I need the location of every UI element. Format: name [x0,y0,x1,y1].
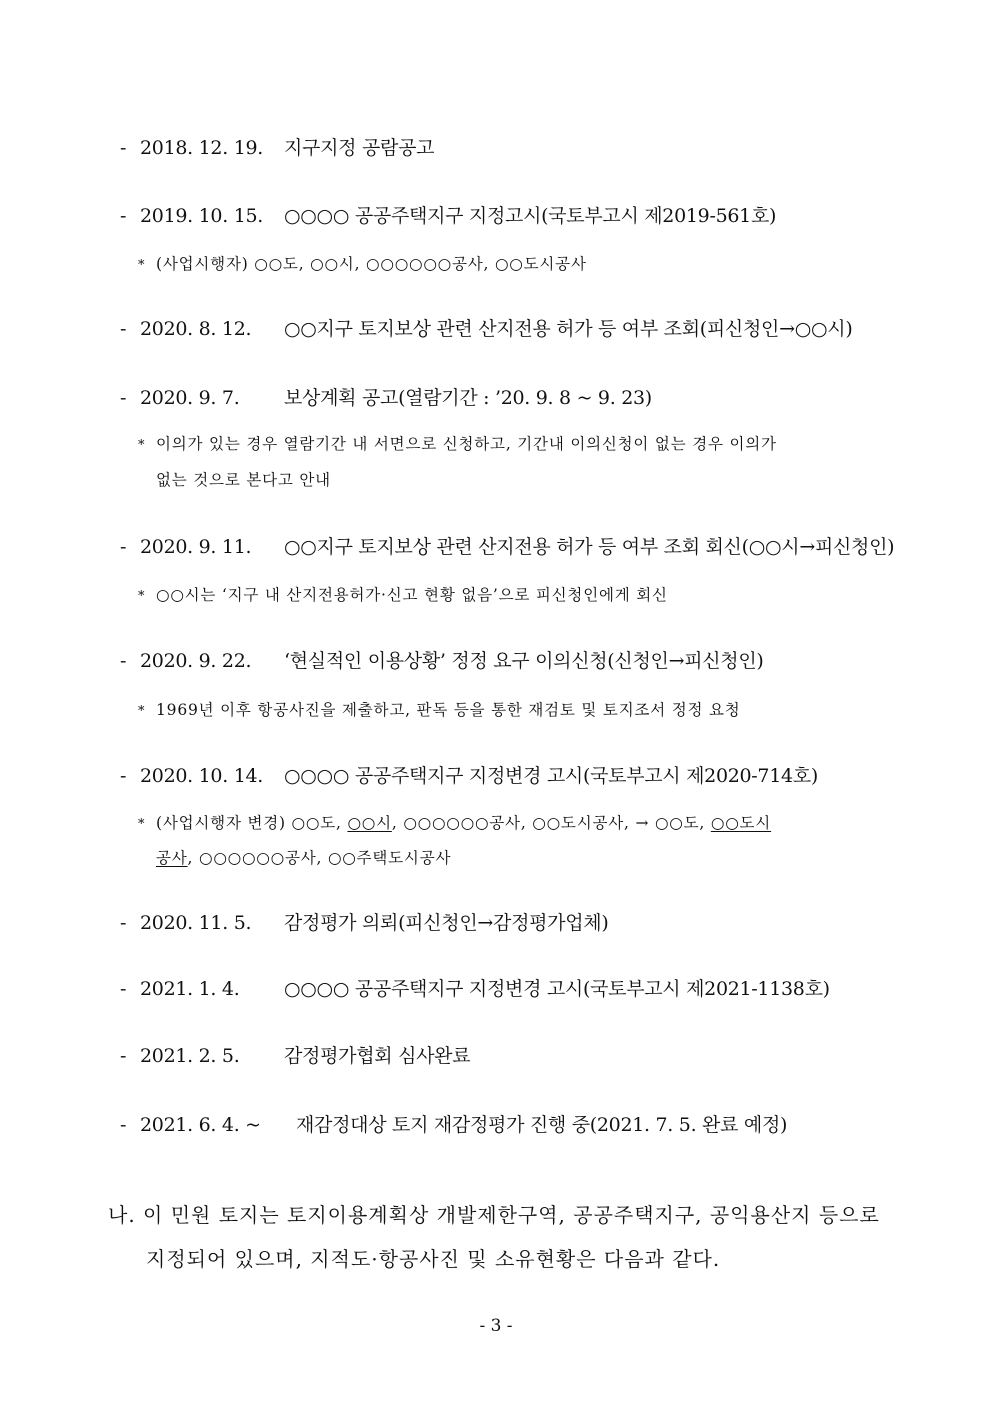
entry-note-continued [156,846,898,870]
entry-text: 감정평가 의뢰(피신청인→감정평가업체) [284,912,609,934]
note-text: 이의가 있는 경우 열람기간 내 서면으로 신청하고, 기간내 이의신청이 없는 경우 이의가 [156,435,777,453]
entry-text: ○○지구 토지보상 관련 산지전용 허가 등 여부 조회 회신(○○시→피신청인) [284,536,895,558]
note-text: 없는 것으로 본다고 안내 [156,471,331,489]
entry-date: 2020. 11. 5. [140,912,252,934]
entry-note [138,252,898,278]
section-paragraph-continued [146,1245,902,1273]
section-paragraph [108,1201,902,1229]
entry-text: 재감정대상 토지 재감정평가 진행 중(2021. 7. 5. 완료 예정) [296,1114,788,1136]
note-underlined-text: ○○시 [347,814,392,832]
entry-text: ○○○○ 공공주택지구 지정변경 고시(국토부고시 제2020-714호) [284,765,818,787]
entry-date: 2020. 9. 11. [140,536,252,558]
entry-dash: - [120,650,127,672]
entry-note [138,583,898,609]
entry-note [138,811,898,837]
page-number: - 3 - [479,1316,513,1336]
entry-date: 2021. 2. 5. [140,1045,240,1067]
entry-text: ○○○○ 공공주택지구 지정변경 고시(국토부고시 제2021-1138호) [284,978,830,1000]
entry-dash: - [120,536,127,558]
note-text: 1969년 이후 항공사진을 제출하고, 판독 등을 통한 재검토 및 토지조서 정정 요청 [156,701,741,719]
entry-dash: - [120,1114,127,1136]
entry-date: 2020. 9. 22. [140,650,252,672]
note-asterisk: * [138,704,146,719]
entry-text: ○○지구 토지보상 관련 산지전용 허가 등 여부 조회(피신청인→○○시) [284,318,853,340]
entry-text: 감정평가협회 심사완료 [284,1045,471,1067]
timeline-entry [120,649,902,673]
note-asterisk: * [138,589,146,604]
section-text: 나. 이 민원 토지는 토지이용계획상 개발제한구역, 공공주택지구, 공익용산지 등으로 [108,1203,880,1227]
entry-note [138,432,898,458]
entry-date: 2021. 1. 4. [140,978,240,1000]
section-text: 지정되어 있으며, 지적도·항공사진 및 소유현황은 다음과 같다. [146,1247,721,1271]
entry-note [138,698,898,724]
entry-dash: - [120,978,127,1000]
note-text: , ○○○○○○공사, ○○도시공사, → ○○도, [391,814,711,832]
entry-date: 2021. 6. 4. ~ [140,1114,261,1136]
timeline-entry [120,386,902,410]
timeline-entry [120,764,902,788]
entry-date: 2020. 10. 14. [140,765,264,787]
entry-text: ‘현실적인 이용상황’ 정정 요구 이의신청(신청인→피신청인) [284,650,764,672]
note-text: (사업시행자) ○○도, ○○시, ○○○○○○공사, ○○도시공사 [156,255,587,273]
timeline-entry [120,317,902,341]
note-text: , ○○○○○○공사, ○○주택도시공사 [187,849,452,867]
entry-dash: - [120,137,127,159]
entry-date: 2020. 8. 12. [140,318,252,340]
entry-dash: - [120,912,127,934]
entry-dash: - [120,318,127,340]
entry-date: 2019. 10. 15. [140,205,264,227]
timeline-entry [120,1044,902,1068]
note-asterisk: * [138,817,146,832]
timeline-entry [120,136,902,160]
note-text: ○○시는 ‘지구 내 산지전용허가·신고 현황 없음’으로 피신청인에게 회신 [156,586,668,604]
note-asterisk: * [138,438,146,453]
timeline-entry [120,535,902,559]
entry-dash: - [120,1045,127,1067]
note-asterisk: * [138,258,146,273]
entry-dash: - [120,205,127,227]
entry-text: ○○○○ 공공주택지구 지정고시(국토부고시 제2019-561호) [284,205,777,227]
entry-dash: - [120,387,127,409]
entry-dash: - [120,765,127,787]
timeline-entry [120,204,902,228]
timeline-entry [120,1113,902,1137]
timeline-entry [120,911,902,935]
entry-note-continued [156,468,898,492]
note-underlined-text: ○○도시 [710,814,772,832]
entry-text: 보상계획 공고(열람기간 : ’20. 9. 8 ~ 9. 23) [284,387,652,409]
entry-date: 2018. 12. 19. [140,137,264,159]
note-underlined-text: 공사 [156,849,188,867]
note-text: (사업시행자 변경) ○○도, [156,814,348,832]
timeline-entry [120,977,902,1001]
entry-date: 2020. 9. 7. [140,387,240,409]
entry-text: 지구지정 공람공고 [284,137,435,159]
